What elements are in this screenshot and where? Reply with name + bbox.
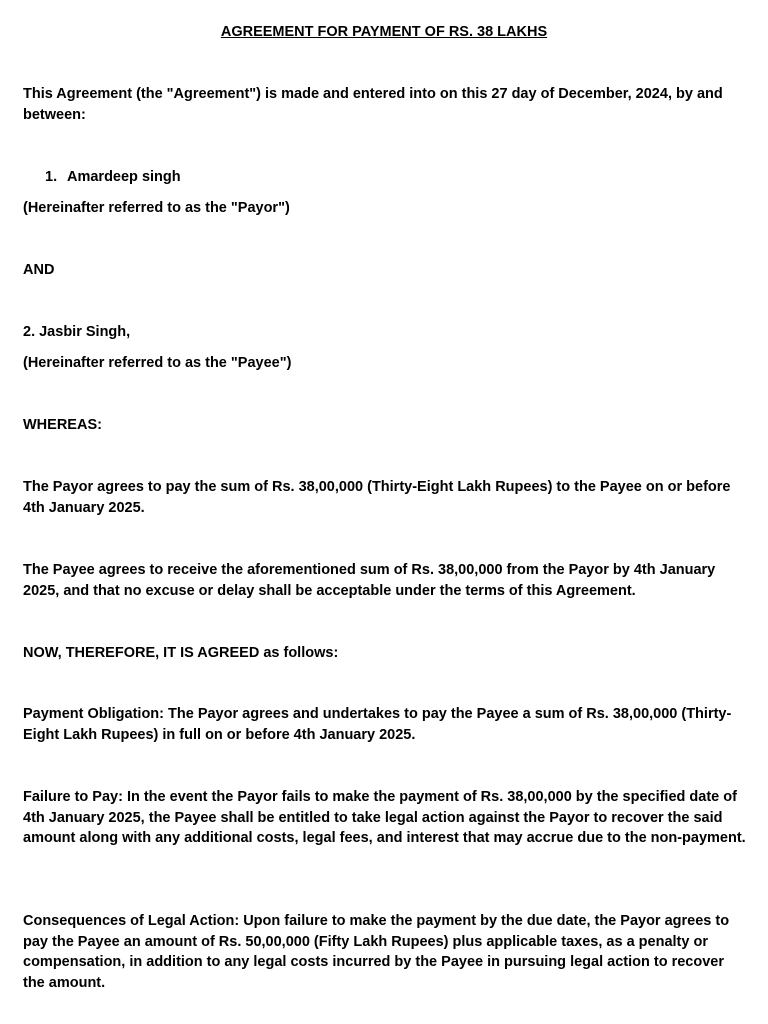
party1-referred-as: (Hereinafter referred to as the "Payor") (23, 200, 290, 216)
intro-paragraph: This Agreement (the "Agreement") is made and entered into on this 27 day of December, 2024, by and between: (23, 86, 723, 123)
clause-consequences-of-legal-action: Consequences of Legal Action: Upon failure to make the payment by the due date, the Payor agrees to pay the Payee an amount of Rs. 50,00,000 (Fifty Lakh Rupees) plus applicable taxes, as a penalty or compensation, in addition to any legal costs incurred by the Payee in pursuing legal action to recover the amount. (23, 913, 730, 991)
party1-list-item (45, 167, 181, 188)
party2-name: 2. Jasbir Singh, (23, 324, 131, 340)
document-title: AGREEMENT FOR PAYMENT OF RS. 38 LAKHS (220, 24, 548, 40)
and-separator: AND (23, 262, 55, 278)
clause-failure-to-pay: Failure to Pay: In the event the Payor fails to make the payment of Rs. 38,00,000 by the specified date of 4th January 2025, the Payee shall be entitled to take legal action against the Payor to recover the said amount along with any additional costs, legal fees, and interest that may accrue due to the non-payment. (23, 789, 746, 846)
whereas-clause-1: The Payor agrees to pay the sum of Rs. 38,00,000 (Thirty-Eight Lakh Rupees) to the Payee on or before 4th January 2025. (23, 479, 731, 516)
whereas-clause-2: The Payee agrees to receive the aforementioned sum of Rs. 38,00,000 from the Payor by 4th January 2025, and that no excuse or delay shall be acceptable under the terms of this Agreement. (23, 562, 716, 599)
agreed-heading: NOW, THEREFORE, IT IS AGREED as follows: (23, 645, 339, 661)
party1-number: 1. (45, 169, 58, 185)
party2-referred-as: (Hereinafter referred to as the "Payee") (23, 355, 292, 371)
party1-name: Amardeep singh (67, 169, 181, 185)
whereas-heading: WHEREAS: (23, 417, 102, 433)
clause-payment-obligation: Payment Obligation: The Payor agrees and undertakes to pay the Payee a sum of Rs. 38,00,000 (Thirty-Eight Lakh Rupees) in full on or before 4th January 2025. (23, 706, 732, 743)
